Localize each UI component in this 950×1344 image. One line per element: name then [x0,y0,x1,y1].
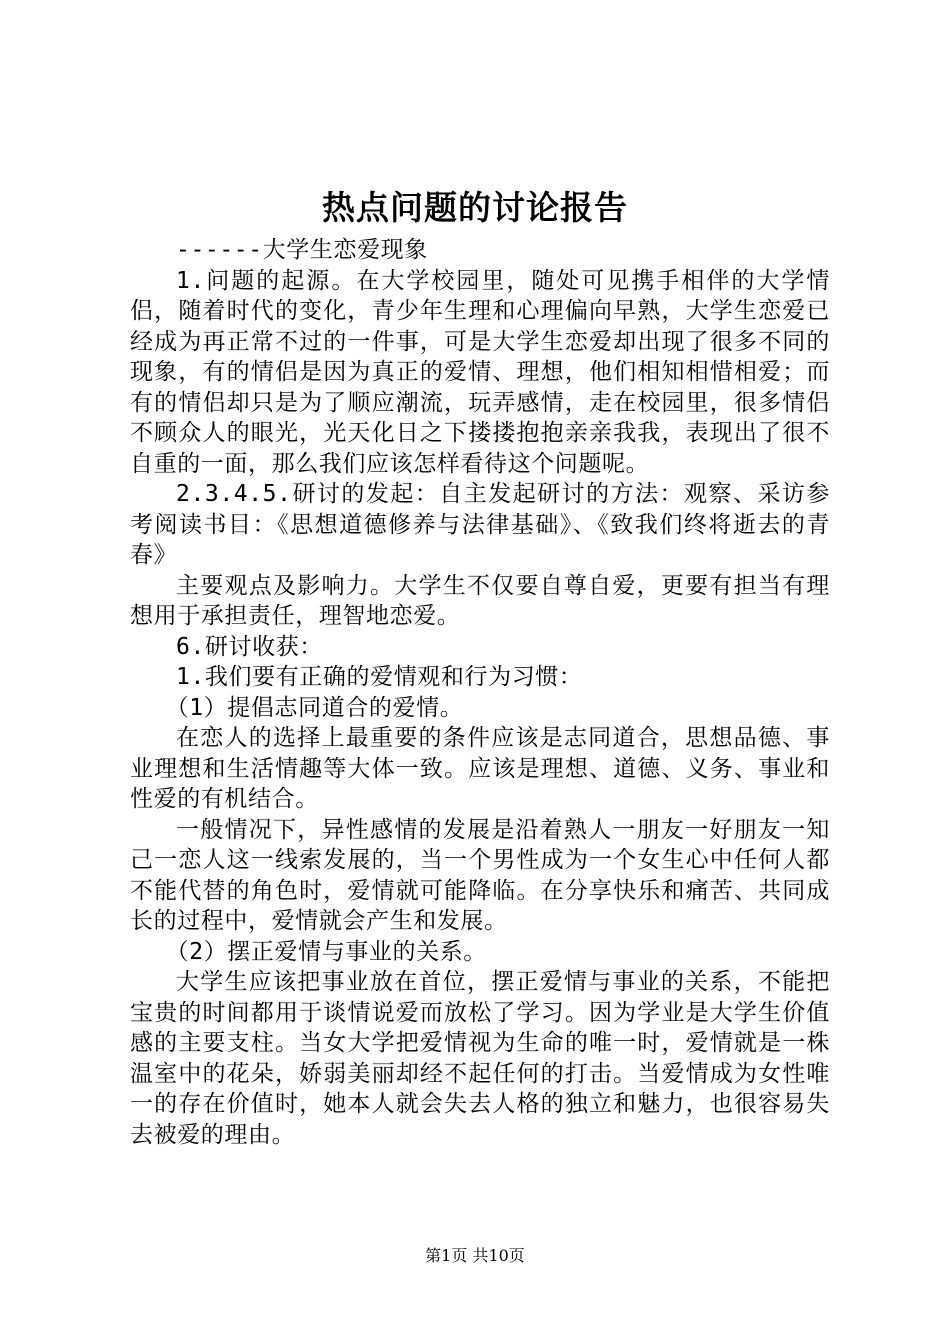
page-title: 热点问题的讨论报告 [322,188,628,227]
paragraph-origin: 1.问题的起源。在大学校园里，随处可见携手相伴的大学情侣，随着时代的变化，青少年生理和心理偏向早熟，大学生恋爱已经成为再正常不过的一件事，可是大学生恋爱却出现了很多不同的现象，有的情侣是因为真正的爱情、理想，他们相知相惜相爱；而有的情侣却只是为了顺应潮流，玩弄感情，走在校园里，很多情侣不顾众人的眼光，光天化日之下搂搂抱抱亲亲我我，表现出了很不自重的一面，那么我们应该怎样看待这个问题呢。 [130,267,830,477]
paragraph-main-views: 主要观点及影响力。大学生不仅要自尊自爱，更要有担当有理想用于承担责任，理智地恋爱。 [130,572,830,629]
paragraph-career-priority: 大学生应该把事业放在首位，摆正爱情与事业的关系，不能把宝贵的时间都用于谈情说爱而放松了学习。因为学业是大学生价值感的主要支柱。当女大学把爱情视为生命的唯一时，爱情就是一株温室中的花朵，娇弱美丽却经不起任何的打击。当爱情成为女性唯一的存在价值时，她本人就会失去人格的独立和魅力，也很容易失去被爱的理由。 [130,969,830,1148]
paragraph-initiation: 2.3.4.5.研讨的发起：自主发起研讨的方法：观察、采访参考阅读书目：《思想道德修养与法律基础》、《致我们终将逝去的青春》 [130,481,830,568]
document-subtitle: ------大学生恋爱现象 [176,237,428,263]
paragraph-emotion-development: 一般情况下，异性感情的发展是沿着熟人一朋友一好朋友一知己一恋人这一线索发展的，当一个男性成为一个女生心中任何人都不能代替的角色时，爱情就可能降临。在分享快乐和痛苦、共同成长的过程中，爱情就会产生和发展。 [130,816,830,934]
paragraph-gains-heading: 6.研讨收获： [176,633,323,660]
page-indicator: 第1页 共10页 [425,1246,525,1265]
paragraph-partner-choice: 在恋人的选择上最重要的条件应该是志同道合，思想品德、事业理想和生活情趣等大体一致。应该是理想、道德、义务、事业和性爱的有机结合。 [130,725,830,812]
paragraph-love-view-heading: 1.我们要有正确的爱情观和行为习惯： [176,664,583,690]
paragraph-subheading-2: （2）摆正爱情与事业的关系。 [165,938,487,965]
paragraph-subheading-1: （1）提倡志同道合的爱情。 [165,694,464,721]
document-body [130,235,830,1150]
